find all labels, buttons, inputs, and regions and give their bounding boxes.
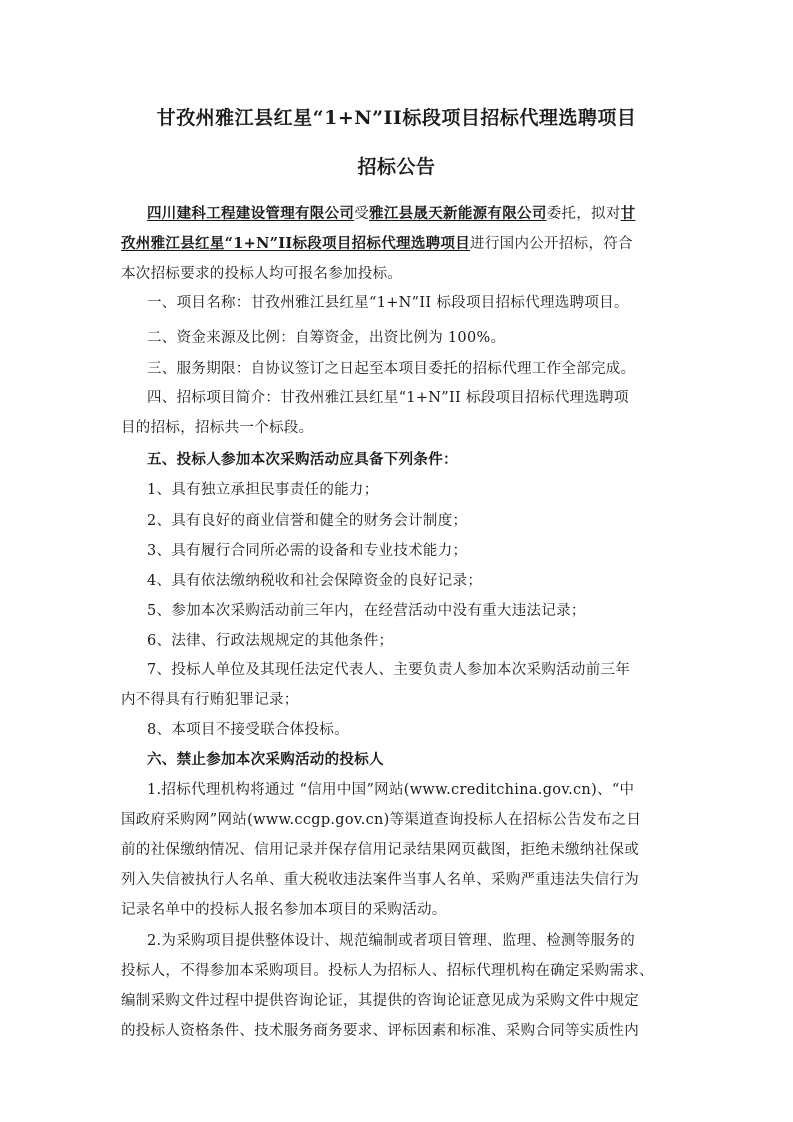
condition-2: 2、具有良好的商业信誉和健全的财务会计制度； [147, 513, 468, 529]
document-subtitle: 招标公告 [357, 156, 436, 178]
intro-line-3: 本次招标要求的投标人均可报名参加投标。 [121, 266, 403, 282]
condition-4: 4、具有依法缴纳税收和社会保障资金的良好记录； [147, 573, 483, 589]
condition-1: 1、具有独立承担民事责任的能力； [147, 482, 379, 498]
prohibited-2-line-1: 2.为采购项目提供整体设计、规范编制或者项目管理、监理、检测等服务的 [147, 933, 636, 949]
document-title: 甘孜州雅江县红星“1+N”II标段项目招标代理选聘项目 [156, 107, 637, 129]
after-client-text: 委托，拟对 [546, 206, 621, 222]
entrust-text: 受 [354, 206, 370, 222]
intro-line-1 [147, 204, 635, 224]
project-name-part1: 甘 [620, 205, 636, 222]
prohibited-1-line-5: 记录名单中的投标人报名参加本项目的采购活动。 [121, 902, 447, 918]
section-service-period: 三、服务期限：自协议签订之日起至本项目委托的招标代理工作全部完成。 [147, 361, 636, 377]
prohibited-2-line-3: 编制采购文件过程中提供咨询论证，其提供的咨询论证意见成为采购文件中规定 [121, 993, 639, 1009]
after-project-text: 进行国内公开招标，符合 [470, 236, 633, 252]
project-name-part2: 孜州雅江县红星“1+N”II标段项目招标代理选聘项目 [121, 235, 471, 252]
client-name: 雅江县晟天新能源有限公司 [369, 205, 547, 222]
agent-name: 四川建科工程建设管理有限公司 [147, 205, 355, 222]
section-prohibited-heading: 六、禁止参加本次采购活动的投标人 [147, 751, 384, 768]
section-qualifications-heading: 五、投标人参加本次采购活动应具备下列条件： [147, 451, 458, 468]
section-project-brief-1: 四、招标项目简介：甘孜州雅江县红星“1+N”II 标段项目招标代理选聘项 [147, 390, 629, 406]
prohibited-1-line-2: 国政府采购网”网站(www.ccgp.gov.cn)等渠道查询投标人在招标公告发布之日 [121, 812, 642, 828]
section-project-brief-2: 目的招标，招标共一个标段。 [121, 420, 314, 436]
condition-7-line-2: 内不得具有行贿犯罪记录； [121, 692, 299, 708]
section-funding: 二、资金来源及比例：自筹资金，出资比例为 100%。 [147, 330, 506, 346]
prohibited-1-line-3: 前的社保缴纳情况、信用记录并保存信用记录结果网页截图，拒绝未缴纳社保或 [121, 842, 639, 858]
prohibited-1-line-4: 列入失信被执行人名单、重大税收违法案件当事人名单、采购严重违法失信行为 [121, 872, 639, 888]
prohibited-1-line-1: 1.招标代理机构将通过 “信用中国”网站(www.creditchina.gov.cn)、“中 [147, 782, 635, 798]
intro-line-2 [121, 234, 633, 254]
condition-8: 8、本项目不接受联合体投标。 [147, 722, 349, 738]
condition-3: 3、具有履行合同所必需的设备和专业技术能力； [147, 543, 468, 559]
section-project-name: 一、项目名称：甘孜州雅江县红星“1+N”II 标段项目招标代理选聘项目。 [147, 295, 629, 311]
condition-5: 5、参加本次采购活动前三年内，在经营活动中没有重大违法记录； [147, 603, 586, 619]
condition-7-line-1: 7、投标人单位及其现任法定代表人、主要负责人参加本次采购活动前三年 [147, 662, 631, 678]
condition-6: 6、法律、行政法规规定的其他条件； [147, 633, 394, 649]
prohibited-2-line-2: 投标人，不得参加本采购项目。投标人为招标人、招标代理机构在确定采购需求、 [121, 963, 654, 979]
prohibited-2-line-4: 的投标人资格条件、技术服务商务要求、评标因素和标准、采购合同等实质性内 [121, 1023, 639, 1039]
